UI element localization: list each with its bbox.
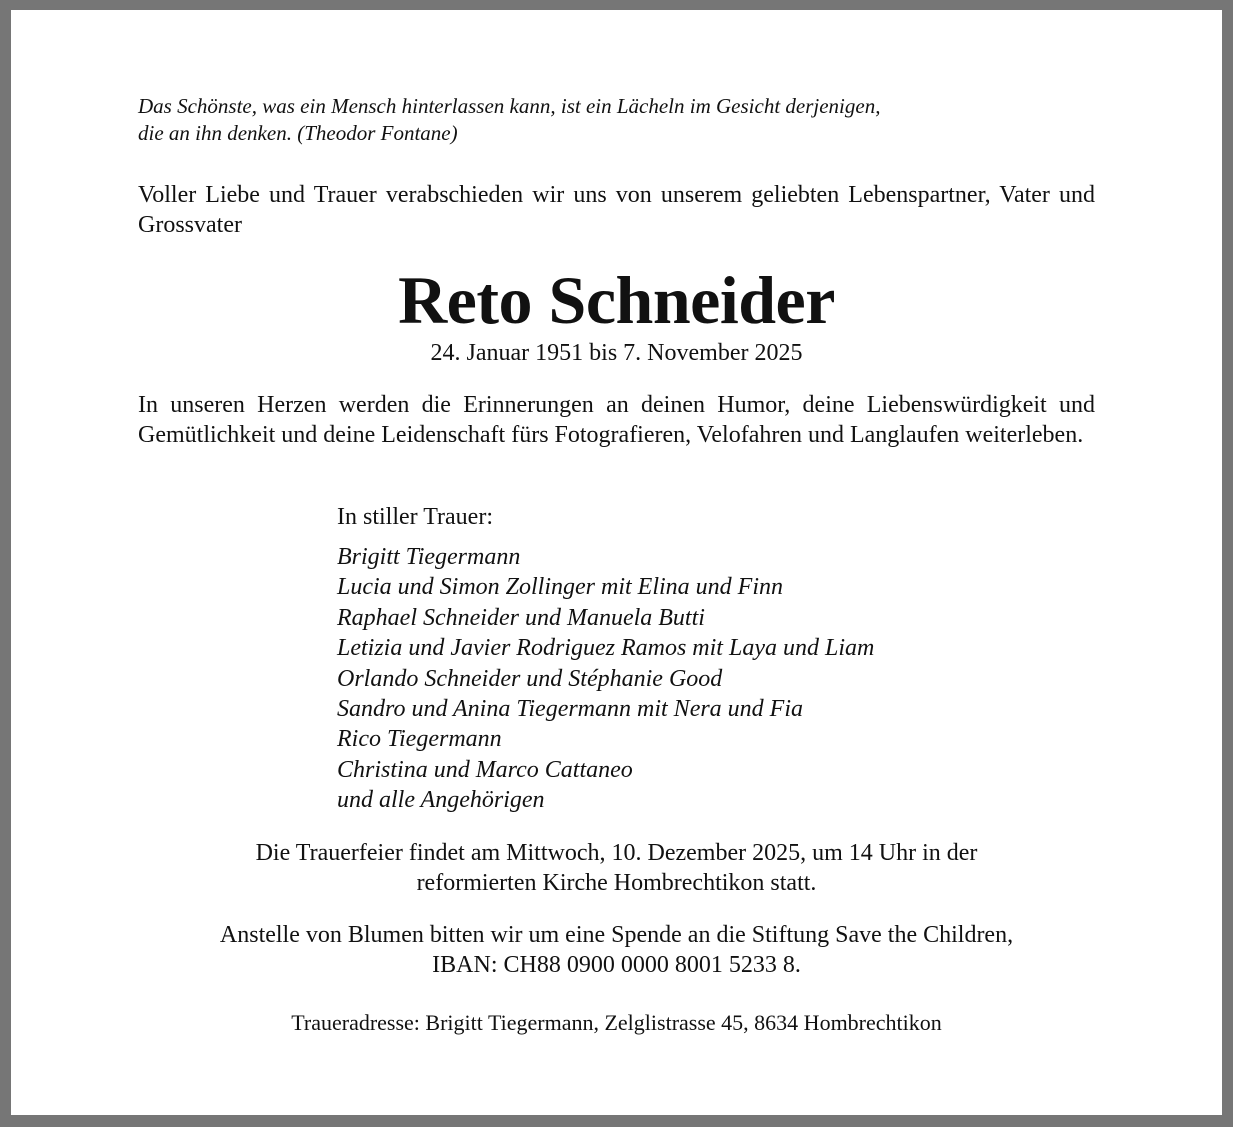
donation-info: [138, 920, 1095, 980]
memory-paragraph: In unseren Herzen werden die Erinnerungen an deinen Humor, deine Liebenswürdigkeit und Gemütlichkeit und deine Leidenschaft fürs Fotografieren, Velofahren und Langlaufen weiterleben.: [138, 392, 1095, 448]
mourners-list: [337, 542, 874, 816]
deceased-name: Reto Schneider: [398, 262, 835, 338]
ceremony-line: reformierten Kirche Hombrechtikon statt.: [416, 870, 817, 896]
mourner: Christina und Marco Cattaneo: [337, 756, 633, 783]
mourner: und alle Angehörigen: [337, 787, 545, 814]
mourner: Brigitt Tiegermann: [337, 544, 521, 570]
mourner: Sandro und Anina Tiegermann mit Nera und Fia: [337, 696, 804, 723]
intro-paragraph: Voller Liebe und Trauer verabschieden wir uns von unserem geliebten Lebenspartner, Vater und Grossvater: [138, 182, 1095, 238]
donation-line: Anstelle von Blumen bitten wir um eine Spende an die Stiftung Save the Children,: [219, 922, 1014, 948]
donation-line: IBAN: CH88 0900 0000 8001 5233 8.: [432, 952, 801, 978]
ceremony-info: [138, 838, 1095, 898]
mourner: Letizia und Javier Rodriguez Ramos mit Laya und Liam: [337, 635, 875, 662]
mourner: Orlando Schneider und Stéphanie Good: [337, 665, 723, 692]
quote-line: Das Schönste, was ein Mensch hinterlassen kann, ist ein Lächeln im Gesicht derjenigen,: [138, 94, 881, 118]
mourners-label: In stiller Trauer:: [337, 504, 493, 530]
quote-line: die an ihn denken. (Theodor Fontane): [138, 121, 458, 145]
mourner: Lucia und Simon Zollinger mit Elina und Finn: [337, 574, 784, 601]
mourning-address: Traueradresse: Brigitt Tiegermann, Zelglistrasse 45, 8634 Hombrechtikon: [291, 1010, 942, 1035]
epigraph-quote: [138, 93, 1095, 147]
ceremony-line: Die Trauerfeier findet am Mittwoch, 10. Dezember 2025, um 14 Uhr in der: [255, 840, 978, 866]
life-dates: 24. Januar 1951 bis 7. November 2025: [430, 340, 803, 366]
obituary-page: [11, 10, 1222, 1115]
mourner: Raphael Schneider und Manuela Butti: [337, 604, 705, 631]
mourner: Rico Tiegermann: [337, 726, 502, 753]
